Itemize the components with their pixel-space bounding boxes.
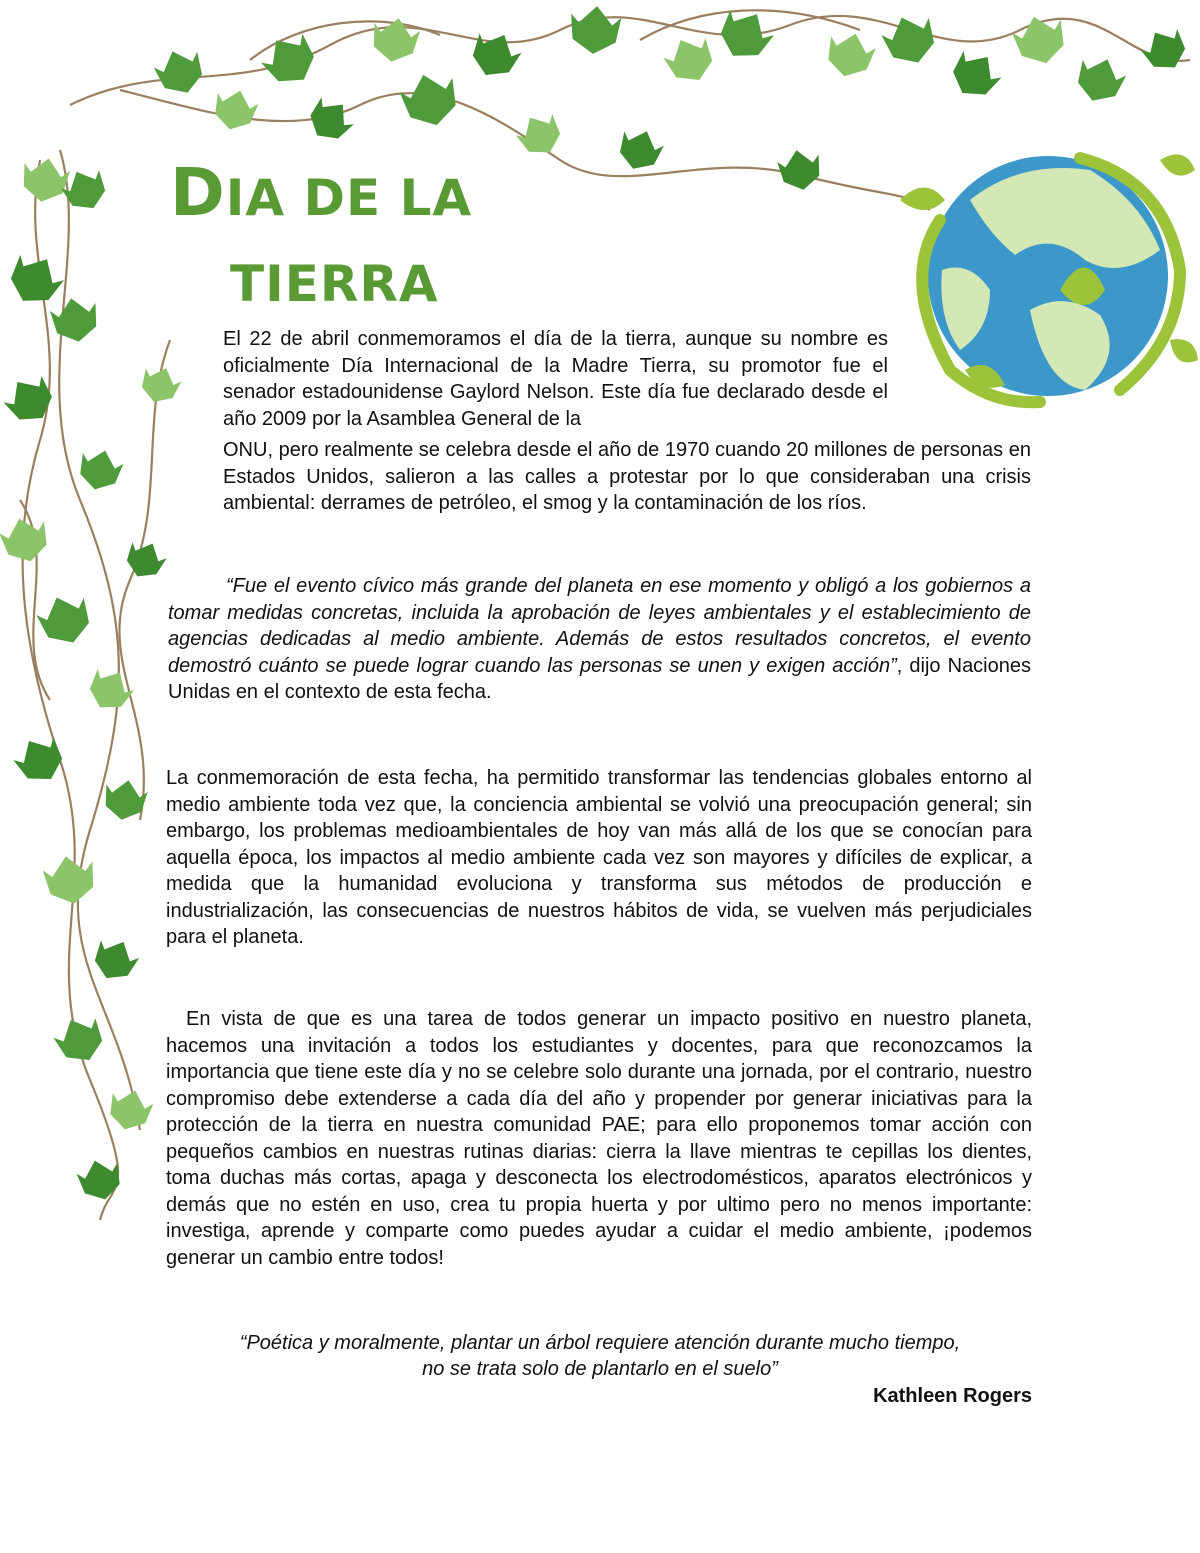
title-drop-cap: D <box>170 154 226 231</box>
ivy-leaf-icon <box>151 43 209 100</box>
ivy-leaf-icon <box>210 85 261 135</box>
ivy-leaf-icon <box>776 147 824 194</box>
closing-quote <box>150 1330 1050 1382</box>
ivy-leaf-icon <box>568 4 622 56</box>
un-quote-text: “Fue el evento cívico más grande del planeta en ese momento y obligó a los gobiernos a tomar medidas concretas, incluida la aprobación de leyes ambientales y el establecimiento de agencias dedicadas al medio ambiente. Además de estos resultados concretos, el evento demostró cuánto se puede lograr cuando las personas se unen y exigen acción” <box>168 575 1031 677</box>
body-paragraph-invitation: En vista de que es una tarea de todos generar un impacto positivo en nuestro planeta, hacemos una invitación a todos los estudiantes y docentes, para que reconozcamos la importancia que tiene este día y no se celebre solo durante una jornada, por el contrario, nuestro compromiso debe extenderse a cada día del año y propender por generar iniciativas para la protección de la tierra en nuestra comunidad PAE; para ello proponemos tomar acción con pequeños cambios en nuestras rutinas diarias: cierra la llave mientras te cepillas los dientes, toma duchas más cortas, apaga y desconecta los electrodomésticos, aparatos electrónicos y demás que no estén en uso, crea tu propia huerta y por ultimo pero no menos importante: investiga, aprende y comparte como puedes ayudar a cuidar el medio ambiente, ¡podemos generar un cambio entre todos! <box>166 1008 1032 1269</box>
ivy-leaf-icon <box>397 68 463 132</box>
title-line-1 <box>170 150 690 241</box>
title-line-1-text: IA DE LA <box>225 169 473 227</box>
ivy-leaf-icon <box>58 163 113 217</box>
ivy-leaf-icon <box>101 777 149 824</box>
ivy-leaf-icon <box>256 26 325 94</box>
closing-quote-line-2: no se trata solo de plantarlo en el suelo” <box>422 1358 778 1380</box>
ivy-leaf-icon <box>301 91 359 149</box>
ivy-leaf-icon <box>136 362 184 409</box>
closing-quote-line-1: “Poética y moralmente, plantar un árbol requiere atención durante mucho tiempo, <box>239 1332 961 1354</box>
intro-paragraph-part-1: El 22 de abril conmemoramos el día de la tierra, aunque su nombre es oficialmente Día Internacional de la Madre Tierra, su promotor fue el senador estadounidense Gaylord Nelson. Este día fue declarado desde el año 2009 por la Asamblea General de la <box>223 328 888 430</box>
ivy-leaf-icon <box>1071 51 1129 108</box>
title-line-2: TIERRA <box>230 255 439 313</box>
un-quote-attribution: , dijo Naciones Unidas en el contexto de esta fecha. <box>168 654 1031 703</box>
globe-leaf-1 <box>900 188 945 211</box>
ivy-leaf-icon <box>711 2 779 69</box>
intro-paragraph-part-2: ONU, pero realmente se celebra desde el año de 1970 cuando 20 millones de personas en Estados Unidos, salieron a las calles a protestar por lo que consideraban una crisis ambiental: derrames de petróleo, el smog y la contaminación de los ríos. <box>223 439 1031 514</box>
earth-globe-icon <box>880 140 1200 410</box>
ivy-leaf-icon <box>1009 10 1070 69</box>
ivy-leaf-icon <box>0 369 62 432</box>
ivy-leaf-icon <box>75 445 126 495</box>
ivy-leaf-icon <box>41 852 99 908</box>
ivy-leaf-icon <box>822 28 878 82</box>
ivy-leaf-icon <box>1 247 69 314</box>
ivy-leaf-icon <box>48 294 101 345</box>
ivy-leaf-icon <box>660 30 720 89</box>
ivy-leaf-icon <box>82 662 138 718</box>
ivy-leaf-icon <box>105 1085 156 1135</box>
ivy-leaf-icon <box>18 154 71 205</box>
ivy-leaf-icon <box>50 1010 110 1069</box>
body-paragraph-trends: La conmemoración de esta fecha, ha permitido transformar las tendencias globales entorno al medio ambiente toda vez que, la conciencia ambiental se volvió una preocupación general; sin embargo, los problemas medioambientales de hoy van más allá de los que se conocían para aquella época, los impactos al medio ambiente cada vez son mayores y difíciles de explicar, a medida que la humanidad evoluciona y transforma sus métodos de producción e industrialización, las consecuencias de nuestros hábitos de vida, se vuelven más perjudiciales para el planeta. <box>166 767 1032 948</box>
ivy-leaf-icon <box>1137 22 1193 78</box>
ivy-leaf-icon <box>75 1155 126 1205</box>
ivy-leaf-icon <box>465 25 525 84</box>
ivy-leaf-icon <box>33 589 97 651</box>
ivy-leaf-icon <box>88 933 143 987</box>
un-quote-paragraph <box>168 573 1031 706</box>
globe-leaf-2 <box>1160 154 1195 175</box>
ivy-leaf-icon <box>368 14 421 65</box>
ivy-leaf-icon <box>878 9 942 71</box>
page-title <box>170 150 690 327</box>
ivy-leaf-icon <box>120 536 169 585</box>
quote-author: Kathleen Rogers <box>873 1385 1032 1407</box>
globe-leaf-4 <box>1170 339 1198 362</box>
ivy-leaf-icon <box>0 513 53 567</box>
ivy-leaf-icon <box>9 729 71 790</box>
ivy-leaf-icon <box>943 44 1006 107</box>
